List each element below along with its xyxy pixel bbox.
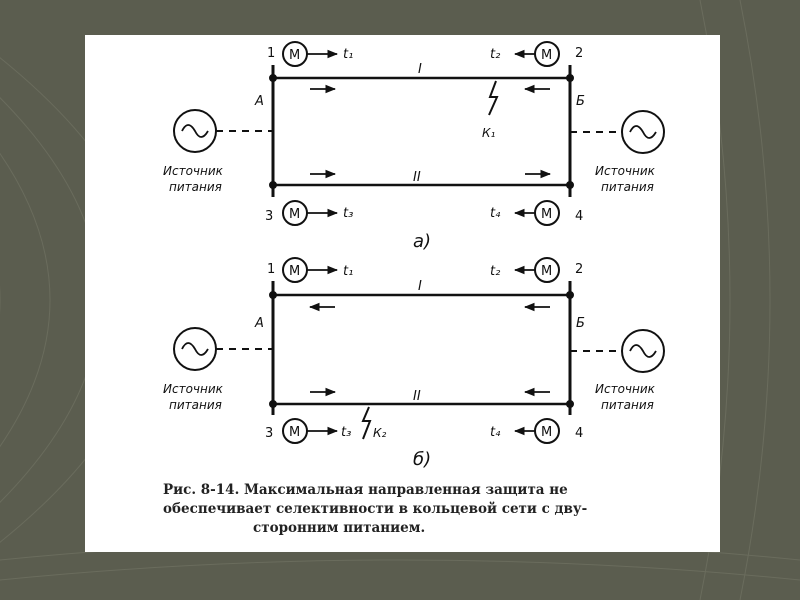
svg-text:4: 4: [575, 209, 584, 224]
svg-text:Б: Б: [576, 94, 585, 109]
svg-text:t₂: t₂: [490, 264, 501, 279]
svg-text:питания: питания: [601, 180, 654, 194]
diagram-b-labels: [163, 262, 656, 470]
svg-text:М: М: [289, 48, 301, 63]
svg-text:М: М: [289, 425, 301, 440]
svg-text:б): б): [413, 449, 432, 470]
svg-text:II: II: [413, 389, 421, 404]
figure-panel: [85, 35, 720, 552]
svg-text:4: 4: [575, 426, 584, 441]
svg-text:М: М: [541, 207, 553, 222]
figure-caption: [163, 481, 703, 538]
svg-text:1: 1: [267, 262, 276, 277]
svg-text:А: А: [255, 94, 264, 109]
svg-text:А: А: [255, 316, 264, 331]
svg-text:К₂: К₂: [373, 426, 387, 440]
caption-line-1: Рис. 8-14. Максимальная направленная защита не: [163, 482, 568, 498]
svg-text:М: М: [289, 207, 301, 222]
svg-text:t₃: t₃: [341, 425, 352, 440]
svg-text:3: 3: [265, 209, 274, 224]
svg-text:t₁: t₁: [343, 264, 354, 279]
svg-text:Источник: Источник: [163, 164, 223, 178]
svg-text:3: 3: [265, 426, 274, 441]
caption-line-3: сторонним питанием.: [253, 520, 426, 536]
svg-text:t₄: t₄: [490, 206, 501, 221]
caption-line-2: обеспечивает селективности в кольцевой сети с дву-: [163, 501, 588, 517]
svg-text:t₂: t₂: [490, 47, 501, 62]
fault-k2-icon: [363, 407, 370, 439]
svg-text:М: М: [541, 48, 553, 63]
svg-text:М: М: [541, 425, 553, 440]
svg-text:К₁: К₁: [482, 126, 496, 140]
svg-text:t₁: t₁: [343, 47, 354, 62]
svg-text:М: М: [289, 264, 301, 279]
svg-text:2: 2: [575, 46, 584, 61]
svg-text:питания: питания: [601, 398, 654, 412]
svg-text:2: 2: [575, 262, 584, 277]
svg-text:I: I: [418, 279, 422, 294]
svg-text:питания: питания: [169, 180, 222, 194]
svg-text:I: I: [418, 62, 422, 77]
svg-text:II: II: [413, 170, 421, 185]
svg-text:1: 1: [267, 46, 276, 61]
fault-k1-icon: [489, 81, 497, 115]
svg-text:Источник: Источник: [595, 164, 655, 178]
svg-text:Источник: Источник: [595, 382, 655, 396]
svg-text:питания: питания: [169, 398, 222, 412]
svg-text:Источник: Источник: [163, 382, 223, 396]
svg-text:а): а): [413, 231, 432, 252]
svg-text:М: М: [541, 264, 553, 279]
ring-network-diagram: [85, 35, 720, 552]
svg-text:t₄: t₄: [490, 425, 501, 440]
svg-text:Б: Б: [576, 316, 585, 331]
svg-text:t₃: t₃: [343, 206, 354, 221]
